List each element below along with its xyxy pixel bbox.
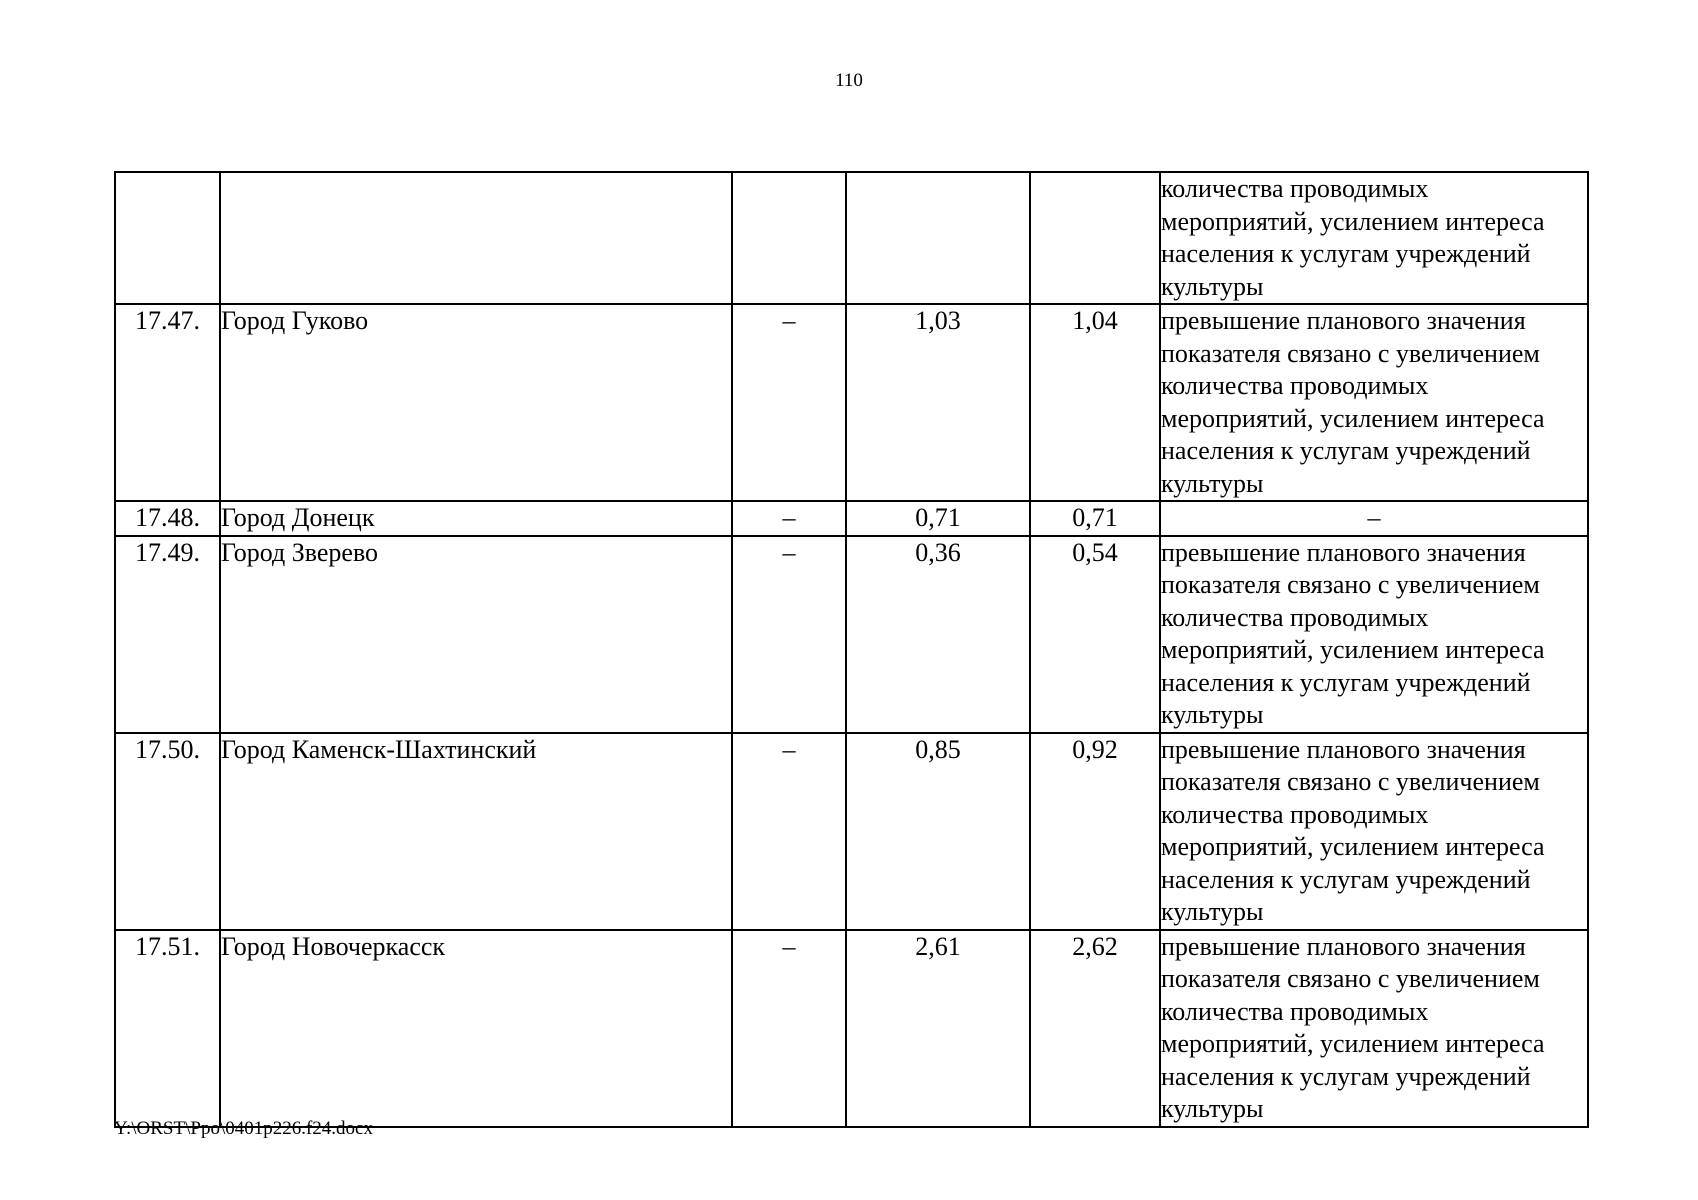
value-col3: – <box>732 304 846 501</box>
explanation-note: превышение планового значения показателя связано с увеличением количества проводимых мероприятий, усилением интереса населения к услугам учреждений культуры <box>1160 536 1588 733</box>
municipality-name <box>220 172 732 304</box>
table-row <box>115 501 1588 536</box>
row-number: 17.48. <box>115 501 220 536</box>
row-number: 17.49. <box>115 536 220 733</box>
explanation-note: – <box>1160 501 1588 536</box>
indicator-table <box>114 171 1589 1128</box>
value-col4: 0,85 <box>846 733 1030 930</box>
explanation-note: количества проводимых мероприятий, усилением интереса населения к услугам учреждений культуры <box>1160 172 1588 304</box>
row-number: 17.47. <box>115 304 220 501</box>
table-row <box>115 304 1588 501</box>
value-col5: 0,92 <box>1030 733 1160 930</box>
value-col4: 2,61 <box>846 930 1030 1127</box>
value-col3: – <box>732 930 846 1127</box>
value-col3: – <box>732 501 846 536</box>
value-col4: 1,03 <box>846 304 1030 501</box>
municipality-name: Город Новочеркасск <box>220 930 732 1127</box>
table-row <box>115 536 1588 733</box>
explanation-note: превышение планового значения показателя связано с увеличением количества проводимых мероприятий, усилением интереса населения к услугам учреждений культуры <box>1160 930 1588 1127</box>
value-col5: 0,71 <box>1030 501 1160 536</box>
row-number <box>115 172 220 304</box>
municipality-name: Город Гуково <box>220 304 732 501</box>
table-row <box>115 172 1588 304</box>
footer-file-path: Y:\ORST\Ppo\0401p226.f24.docx <box>114 1118 373 1139</box>
row-number: 17.51. <box>115 930 220 1127</box>
municipality-name: Город Донецк <box>220 501 732 536</box>
value-col4: 0,71 <box>846 501 1030 536</box>
table-row <box>115 733 1588 930</box>
municipality-name: Город Зверево <box>220 536 732 733</box>
value-col4 <box>846 172 1030 304</box>
explanation-note: превышение планового значения показателя связано с увеличением количества проводимых мероприятий, усилением интереса населения к услугам учреждений культуры <box>1160 733 1588 930</box>
value-col5: 2,62 <box>1030 930 1160 1127</box>
value-col3: – <box>732 733 846 930</box>
row-number: 17.50. <box>115 733 220 930</box>
value-col5: 1,04 <box>1030 304 1160 501</box>
value-col3 <box>732 172 846 304</box>
municipality-name: Город Каменск-Шахтинский <box>220 733 732 930</box>
value-col3: – <box>732 536 846 733</box>
page-number: 110 <box>835 70 863 91</box>
explanation-note: превышение планового значения показателя связано с увеличением количества проводимых мероприятий, усилением интереса населения к услугам учреждений культуры <box>1160 304 1588 501</box>
table-row <box>115 930 1588 1127</box>
value-col5 <box>1030 172 1160 304</box>
value-col5: 0,54 <box>1030 536 1160 733</box>
value-col4: 0,36 <box>846 536 1030 733</box>
